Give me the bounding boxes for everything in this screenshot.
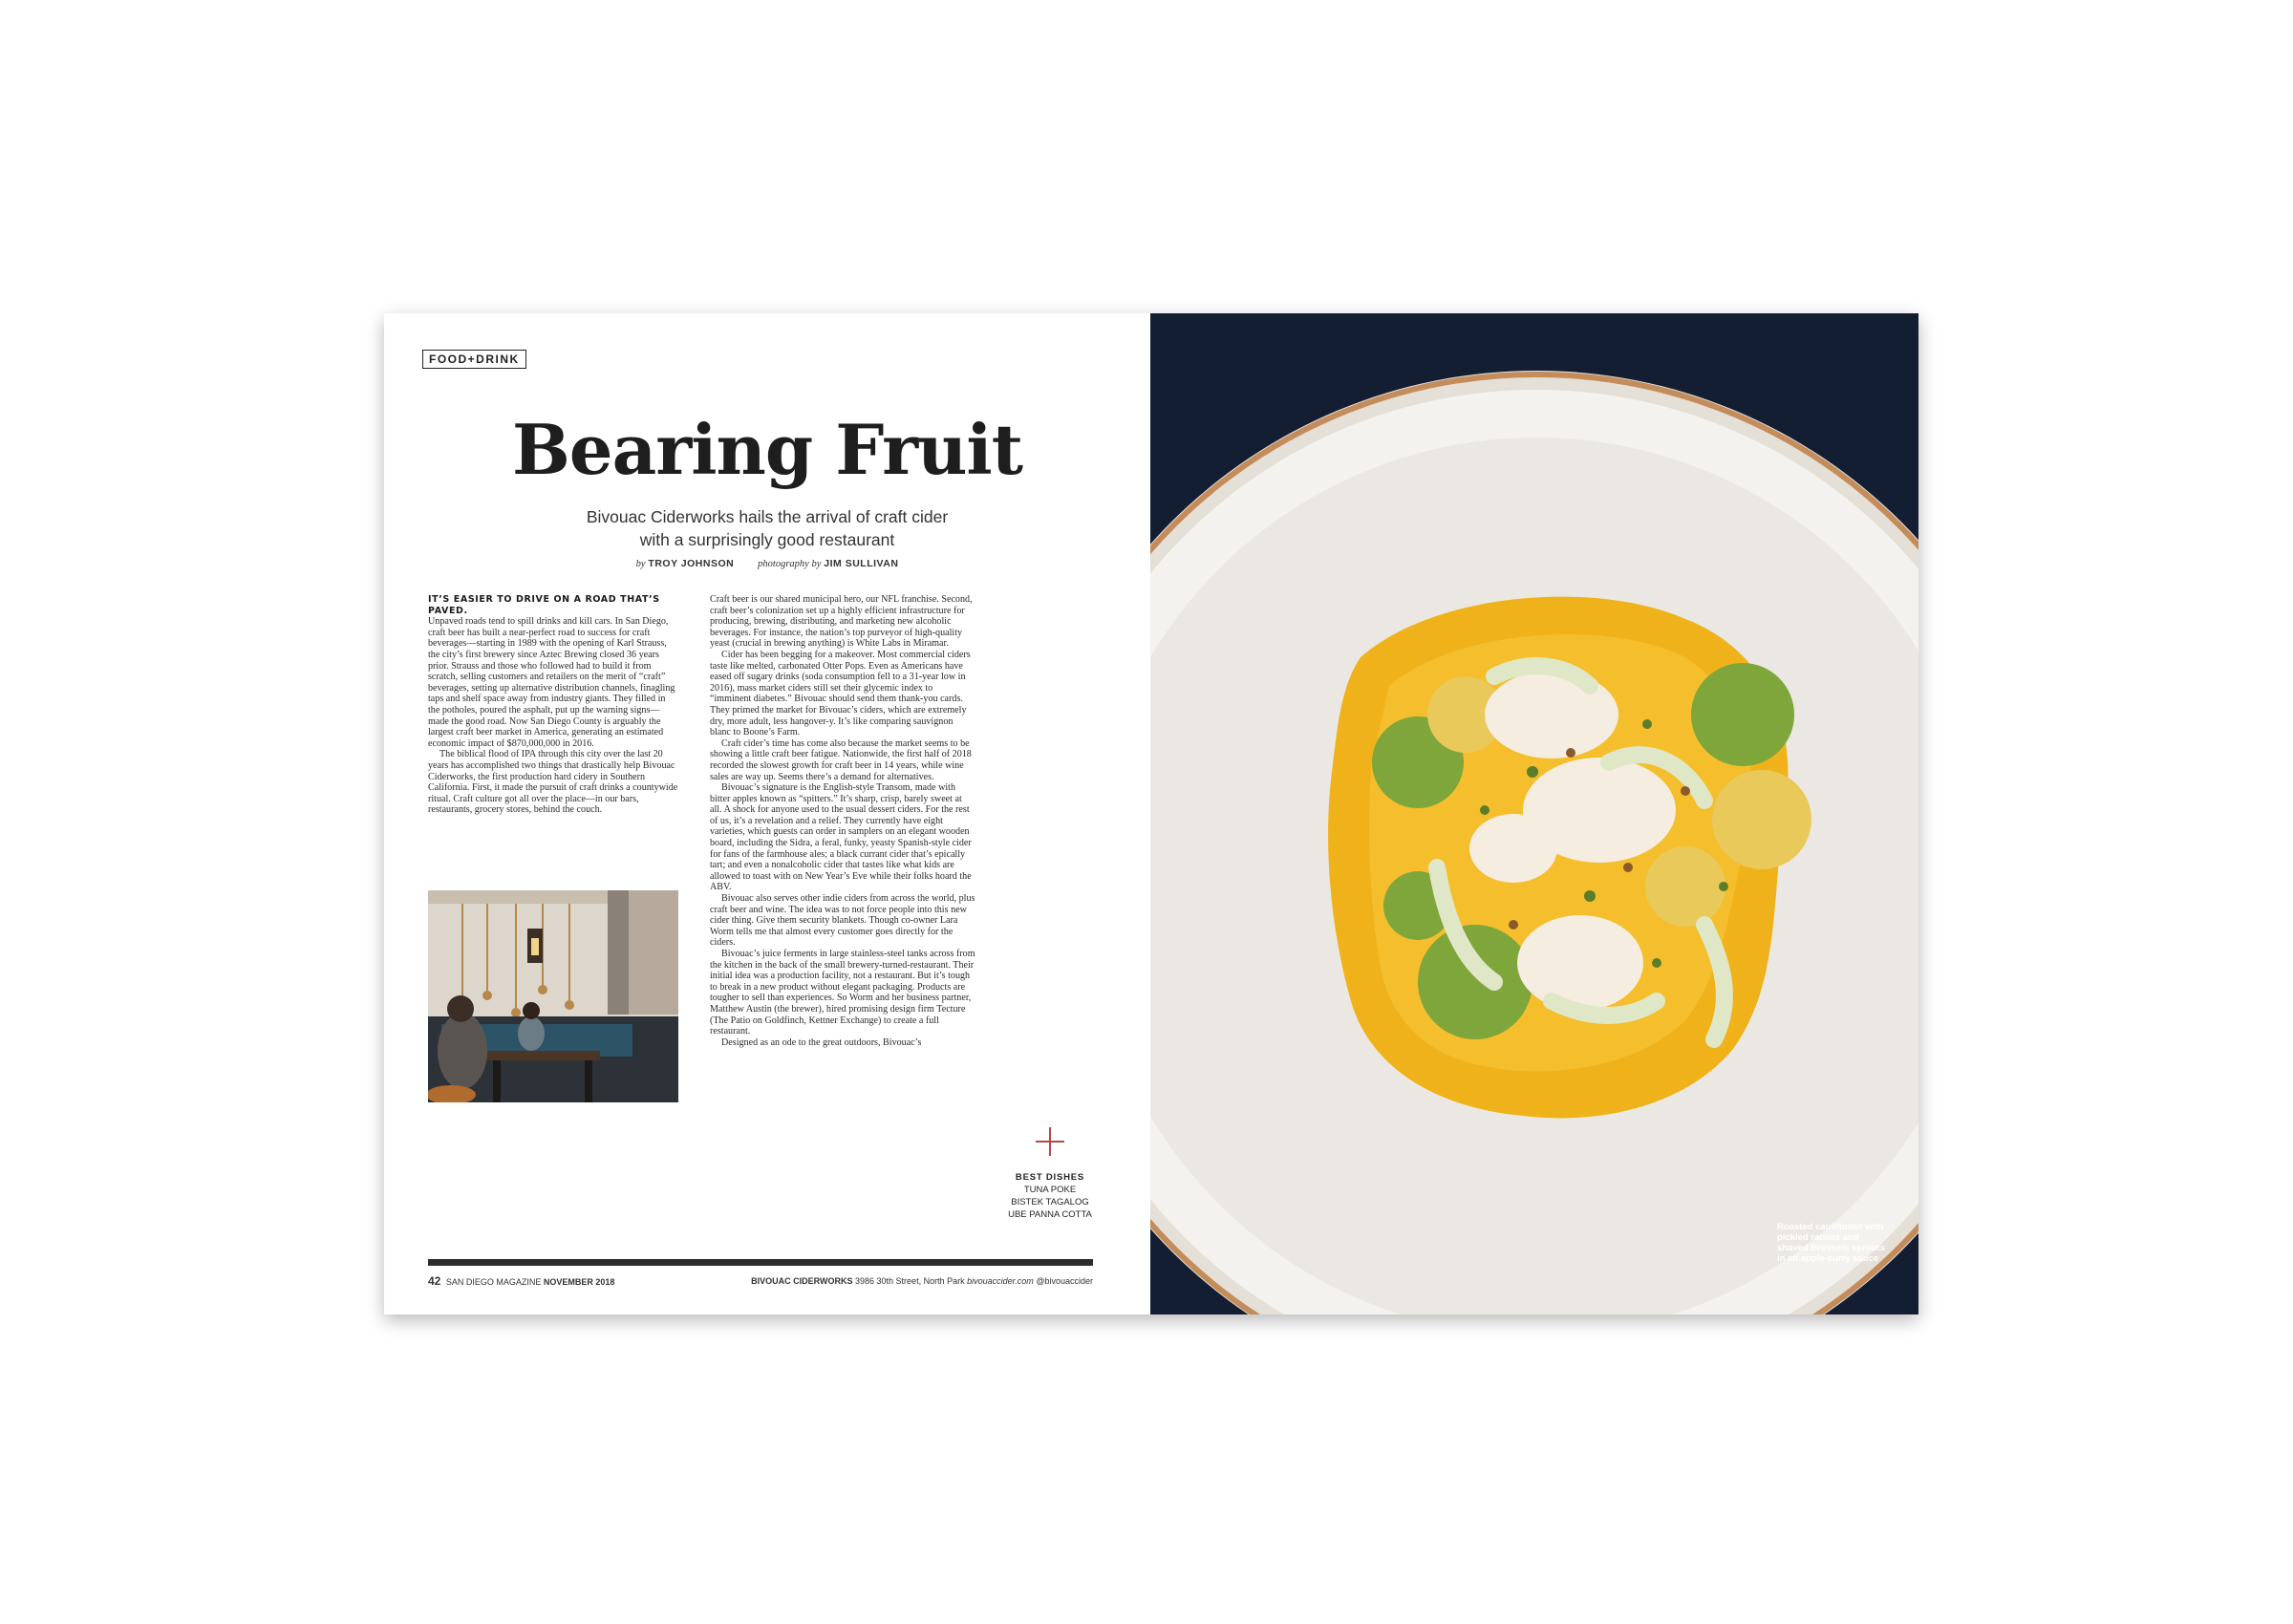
left-page: [384, 313, 1150, 1314]
dek: [384, 505, 1150, 551]
venue-name: BIVOUAC CIDERWORKS: [751, 1276, 853, 1286]
article-column-1: [428, 594, 678, 816]
dek-line-2: with a surprisingly good restaurant: [639, 530, 895, 549]
article-paragraph: Unpaved roads tend to spill drinks and kill cars. In San Diego, craft beer has built a near-perfect road to success for craft beverages—starting in 1989 with the opening of Karl Strauss, the city’s first brewery since Aztec Brewing closed 36 years prior. Strauss and those who followed had to build it from scratch, selling customers and retailers on the merit of “craft” beverages, setting up alternative distribution channels, finagling taps and shelf space away from industry giants. They filled in the potholes, poured the asphalt, put up the warning signs—made the good road. Now San Diego County is arguably the largest craft beer market in America, generating an estimated economic impact of $870,000,000 in 2016.: [428, 616, 675, 749]
byline-photo-label: photography by: [758, 559, 822, 569]
best-dish-item: TUNA POKE: [1023, 1185, 1077, 1195]
byline: [384, 558, 1150, 569]
page-number: 42: [428, 1274, 441, 1288]
byline-author: TROY JOHNSON: [648, 558, 735, 569]
footer-rule: [428, 1259, 1093, 1266]
article-paragraph: Bivouac’s juice ferments in large stainless-steel tanks across from the kitchen in the back of the small brewery-turned-restaurant. Their initial idea was a production facility, not a restaurant. But it’s tough to break in a new product without elegant packaging. Products are tougher to sell than experiences. So Worm and her business partner, Matthew Austin (the brewer), hired promising design firm Tecture (The Patio on Goldfinch, Kettner Exchange) to create a full restaurant.: [710, 949, 975, 1037]
article-paragraph: Designed as an ode to the great outdoors, Bivouac’s: [721, 1036, 922, 1048]
issue-date: NOVEMBER 2018: [543, 1277, 615, 1287]
article-paragraph: Craft cider’s time has come also because the market seems to be showing a little craft beer fatigue. Nationwide, the first half of 2018 recorded the slowest growth for craft beer in 14 years, while wine sales are way up. Seems there’s a demand for alternatives.: [710, 737, 972, 782]
best-dishes-box: [997, 1171, 1103, 1221]
article-column-2: [710, 594, 975, 1048]
cross-ornament-icon: [1036, 1127, 1064, 1156]
magazine-spread: [384, 313, 1918, 1314]
article-paragraph: Cider has been begging for a makeover. Most commercial ciders taste like melted, carbonated Otter Pops. Even as Americans have eased off sugary drinks (soda consumption fell to a 31-year low in 2016), mass market ciders still set their glycemic index to “imminent diabetes.” Bivouac should send them thank-you cards. They primed the market for Bivouac’s ciders, which are extremely dry, more adult, less hangover-y. It’s like comparing sauvignon blanc to Boone’s Farm.: [710, 649, 971, 738]
article-paragraph: Bivouac also serves other indie ciders from across the world, plus craft beer and wine. The idea was to not force people into this new cider thing. Give them security blankets. Though co-owner Lara Worm tells me that almost every customer goes directly for the ciders.: [710, 893, 975, 949]
publication-name: SAN DIEGO MAGAZINE: [445, 1277, 542, 1287]
restaurant-interior-photo: [428, 890, 678, 1102]
venue-handle[interactable]: @bivouaccider: [1036, 1276, 1093, 1286]
article-lead-in: IT’S EASIER TO DRIVE ON A ROAD THAT’S PAVED.: [428, 594, 660, 616]
article-paragraph: The biblical flood of IPA through this city over the last 20 years has accomplished two things that drastically help Bivouac Ciderworks, the first production hard cidery in Southern California. First, it made the pursuit of craft drinks a countywide ritual. Craft culture got all over the place—in our bars, restaurants, grocery stores, behind the couch.: [428, 749, 678, 816]
article-paragraph: Craft beer is our shared municipal hero, our NFL franchise. Second, craft beer’s colonization set up a highly efficient infrastructure for producing, brewing, distributing, and marketing new alcoholic beverages. For instance, the nation’s top purveyor of high-quality yeast (crucial in brewing anything) is White Labs in Miramar.: [710, 594, 973, 650]
article-paragraph: Bivouac’s signature is the English-style Transom, made with bitter apples known as “spitters.” It’s sharp, crisp, barely sweet at all. A shock for anyone used to the usual dessert ciders. For the rest of us, it’s a revelation and a relief. They currently have eight varieties, which guests can order in samplers on an elegant wooden board, including the Sidra, a feral, funky, yeasty Spanish-style cider for fans of the farmhouse ales; a black currant cider that’s epically tart; and even a nonalcoholic cider that tastes like what kids are allowed to toast with on New Year’s Eve while their folks hoard the ABV.: [710, 782, 972, 893]
byline-photographer: JIM SULLIVAN: [824, 558, 899, 569]
best-dishes-title: BEST DISHES: [1015, 1172, 1085, 1183]
plated-dish-photo: [1150, 313, 1918, 1314]
venue-address: 3986 30th Street, North Park: [855, 1276, 965, 1286]
section-tag: FOOD+DRINK: [422, 350, 526, 369]
byline-by-label: by: [635, 559, 646, 569]
headline: Bearing Fruit: [511, 409, 1023, 490]
venue-website[interactable]: bivouaccider.com: [967, 1276, 1034, 1286]
photo-caption: Roasted cauliflower with pickled raisins and shaved Brussels sprouts in an apple-curry sauce: [1777, 1222, 1885, 1264]
venue-info: [751, 1276, 1093, 1286]
best-dish-item: BISTEK TAGALOG: [1011, 1197, 1089, 1207]
right-page-photo: [1150, 313, 1918, 1314]
best-dish-item: UBE PANNA COTTA: [1008, 1209, 1092, 1220]
page-footer: [428, 1274, 1093, 1288]
dek-line-1: Bivouac Ciderworks hails the arrival of craft cider: [586, 507, 949, 526]
